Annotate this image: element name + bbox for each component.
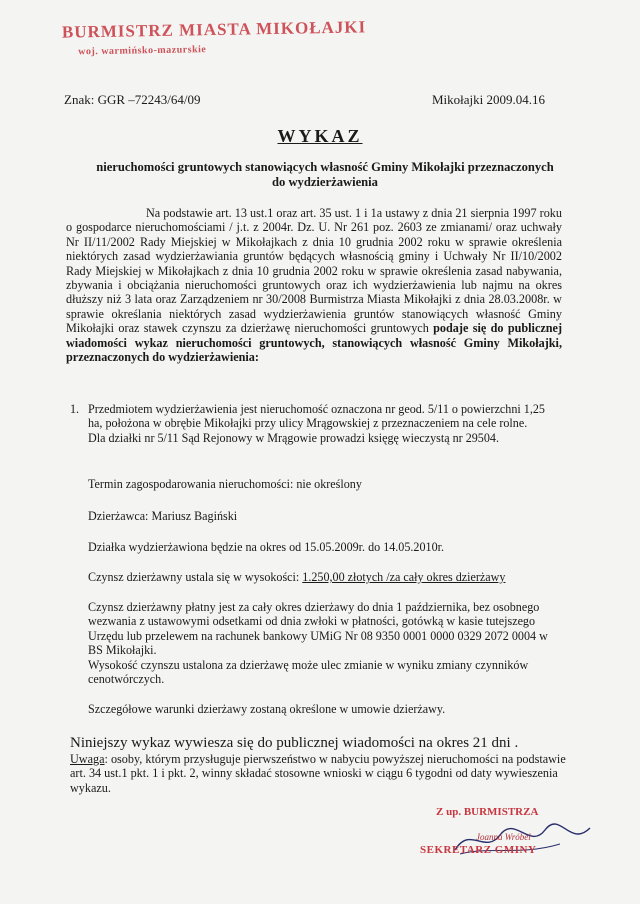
item-period: Działka wydzierżawiona będzie na okres od 15.05.2009r. do 14.05.2010r. <box>88 540 444 554</box>
item-term: Termin zagospodarowania nieruchomości: nie określony <box>88 477 362 491</box>
payment-text: Czynsz dzierżawny płatny jest za cały okres dzierżawy do dnia 1 października, bez osobnego wezwania z ustawowymi odsetkami od dnia zwłoki w płatności, gotówką w kasie tutejszego Urzędu lub przelewem na rachunek bankowy UMiG Nr 08 9350 0001 0000 0329 2072 0004 w BS Mikołajki. <box>88 600 548 658</box>
rent-change-text: Wysokość czynszu ustalona za dzierżawę może ulec zmianie w wyniku zmiany czynników cenotwórczych. <box>88 657 529 687</box>
place-date: Mikołajki 2009.04.16 <box>432 92 546 107</box>
notice-text: Niniejszy wykaz wywiesza się do publicznej wiadomości na okres 21 dni . <box>70 735 519 751</box>
item-number: 1. <box>70 402 80 416</box>
rent-prefix: Czynsz dzierżawny ustala się w wysokości: <box>88 570 303 584</box>
item-desc-text: Przedmiotem wydzierżawienia jest nieruchomość oznaczona nr geod. 5/11 o powierzchni 1,25 ha, położona w obrębie Mikołajki przy ulicy Mrągowskiej z przeznaczeniem na cele rolne. <box>88 402 545 431</box>
office-stamp <box>62 17 367 57</box>
item-rent <box>88 570 548 584</box>
stamp-line2: woj. warmińsko-mazurskie <box>78 44 207 58</box>
item-tenant: Dzierżawca: Mariusz Bagiński <box>88 509 238 523</box>
item-description <box>70 402 548 445</box>
item-registry: Dla działki nr 5/11 Sąd Rejonowy w Mrągowie prowadzi księgę wieczystą nr 29504. <box>88 430 499 445</box>
item-payment <box>88 600 548 686</box>
signature-stamp <box>420 806 620 870</box>
signature-name: Joanna Wróbel <box>476 832 531 842</box>
uwaga-label: Uwaga <box>70 752 105 766</box>
rent-value: 1.250,00 złotych /za cały okres dzierżawy <box>302 570 506 584</box>
intro-text: Na podstawie art. 13 ust.1 oraz art. 35 ust. 1 i 1a ustawy z dnia 21 sierpnia 1997 roku o gospodarce nieruchomościami / j.t. z 2004r. Dz. U. Nr 261 poz. 2603 ze zmianami/ oraz uchwały Nr II/11/2002 Rady Miejskiej w Mikołajkach z dnia 10 grudnia 2002 roku w sprawie określenia niektórych zasad wydzierżawiania gruntów będących własnością gminy i Uchwały Nr II/10/2002 Rady Miejskiej w Mikołajkach z dnia 10 grudnia 2002 roku w sprawie określenia zasad nabywania, zbywania i obciążania nieruchomości gruntowych oraz ich wydzierżawienia lub najmu na okres dłuższy niż 3 lata oraz Zarządzeniem nr 30/2008 Burmistrza Miasta Mikołajki z dnia 28.03.2008r. w sprawie określania niektórych zasad wydzierżawienia gruntów stanowiących własność Gminy Mikołajki oraz stawek czynszu za dzierżawę nieruchomości gruntowych <box>66 206 562 336</box>
document-title: WYKAZ <box>277 126 363 146</box>
signature-line1: Z up. BURMISTRZA <box>436 806 539 818</box>
document-subtitle: nieruchomości gruntowych stanowiących własność Gminy Mikołajki przeznaczonych do wydzierżawienia <box>96 160 554 189</box>
stamp-line1: BURMISTRZ MIASTA MIKOŁAJKI <box>61 17 367 42</box>
intro-bold-text: podaje się do publicznej wiadomości wykaz nieruchomości gruntowych, stanowiących własność Gminy Mikołajki, przeznaczonych do wydzierżawienia: <box>66 321 563 365</box>
item-details: Szczegółowe warunki dzierżawy zostaną określone w umowie dzierżawy. <box>88 702 446 716</box>
reference-number: Znak: GGR –72243/64/09 <box>64 92 201 107</box>
uwaga-text: : osoby, którym przysługuje pierwszeństwo w nabyciu powyższej nieruchomości na podstawie art. 34 ust.1 pkt. 1 i pkt. 2, winny składać stosowne wnioski w ciągu 6 tygodni od daty wywieszenia wykazu. <box>70 752 566 795</box>
signature-line2: SEKRETARZ GMINY <box>420 844 537 856</box>
uwaga-paragraph <box>70 752 570 795</box>
intro-paragraph <box>66 206 562 364</box>
